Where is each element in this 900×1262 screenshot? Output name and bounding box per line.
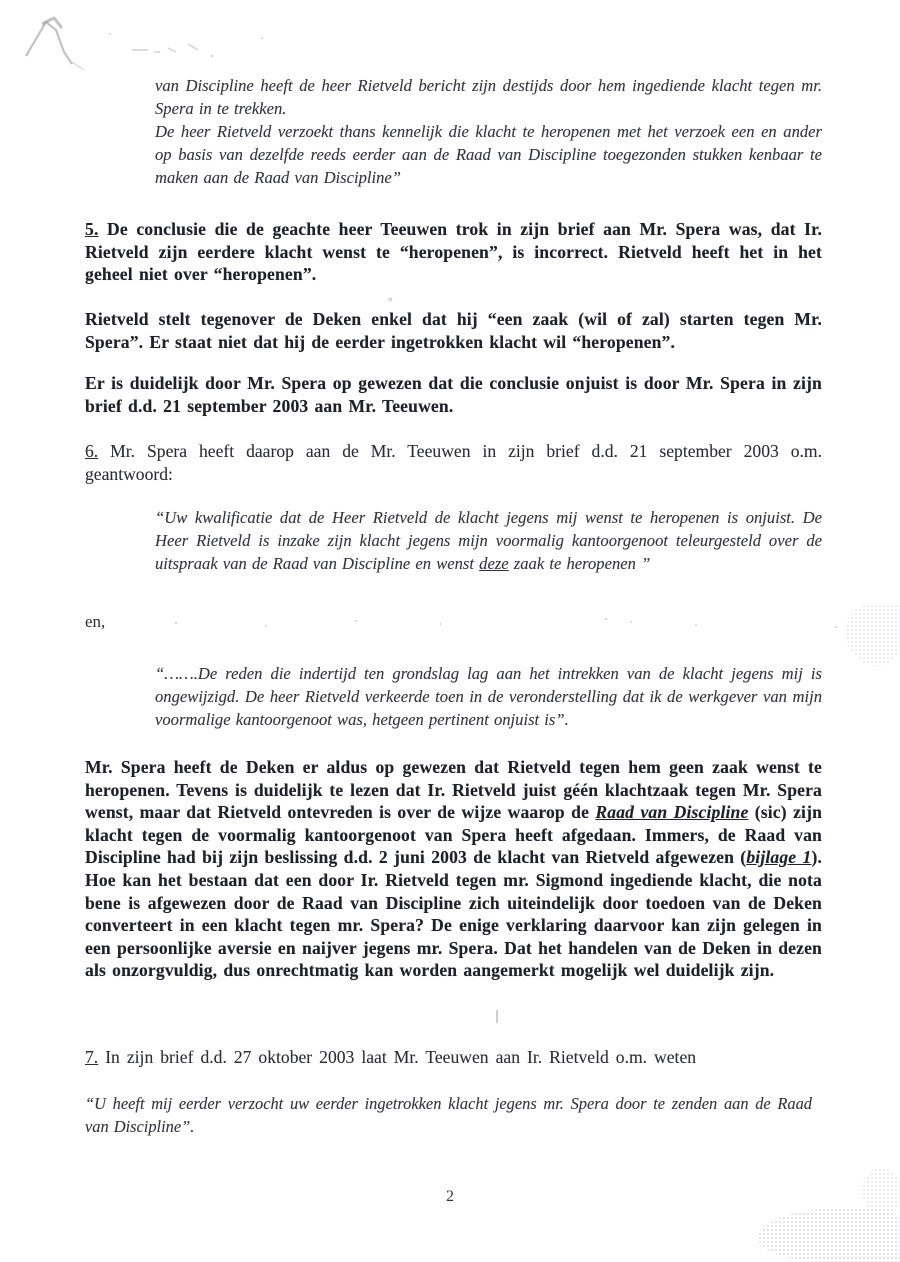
connector-en-text: en, — [85, 612, 106, 631]
scan-smudge-top-left — [12, 4, 332, 84]
analysis-text-3: ). Hoe kan het bestaan dat een door Ir. Rietveld tegen mr. Sigmond ingediende klacht, die nota bene is afgewezen door de Raad van Discipline zich uiteindelijk door toedoen van de Deken converteert in een klacht tegen mr. Spera? De enige verklaring daarvoor kan zijn gelegen in een persoonlijke aversie en naijver jegens mr. Spera. Dat het handelen van de Deken in dezen als onzorgvuldig, dus onrechtmatig kan worden aangemerkt mogelijk wel duidelijk zijn. — [85, 847, 822, 981]
connector-en — [85, 612, 205, 632]
paragraph-er-text: Er is duidelijk door Mr. Spera op gewezen dat die conclusie onjuist is door Mr. Spera in zijn brief d.d. 21 september 2003 aan Mr. Teeuwen. — [85, 373, 822, 416]
page-number — [0, 1188, 900, 1206]
paragraph-6 — [85, 440, 822, 485]
paragraph-rietveld-text: Rietveld stelt tegenover de Deken enkel dat hij “een zaak (wil of zal) starten tegen Mr. Spera”. Er staat niet dat hij de eerder ingetrokken klacht wil “heropenen”. — [85, 309, 822, 352]
scan-noise-bottom-right — [758, 1208, 900, 1262]
analysis-text-1: Mr. Spera heeft de Deken er aldus op gewezen dat Rietveld tegen hem geen zaak wenst te heropenen. Tevens is duidelijk te lezen dat Ir. Rietveld juist géén klachtzaak tegen Mr. Spera wenst, maar dat Rietveld ontevreden is over de wijze waarop de — [85, 757, 822, 823]
paragraph-5 — [85, 218, 822, 286]
quote-block-letter-1 — [155, 74, 822, 189]
quote-2-text-2: zaak te heropenen ” — [508, 554, 651, 573]
analysis-underlined-raad-van-discipline: Raad van Discipline — [595, 802, 749, 823]
quote-2-text-1: “Uw kwalificatie dat de Heer Rietveld de klacht jegens mij wenst te heropenen is onjuist. De Heer Rietveld is inzake zijn klacht jegens mijn voormalig kantoorgenoot teleurgesteld over de uitspraak van de Raad van Discipline en wenst — [155, 508, 822, 573]
quote-block-letter-4 — [85, 1092, 812, 1138]
quote-3-text: “…….De reden die indertijd ten grondslag lag aan het intrekken van de klacht jegens mij is ongewijzigd. De heer Rietveld verkeerde toen in de veronderstelling dat ik de werkgever van mijn voormalige kantoorgenoot was, hetgeen pertinent onjuist is”. — [155, 664, 822, 729]
quote-block-letter-3 — [155, 662, 822, 731]
paragraph-7 — [85, 1046, 822, 1069]
paragraph-5-text: De conclusie die de geachte heer Teeuwen trok in zijn brief aan Mr. Spera was, dat Ir. Rietveld zijn eerdere klacht wenst te “heropenen”, is incorrect. Rietveld heeft het in het geheel niet over “heropenen”. — [85, 219, 822, 285]
analysis-text-2: (sic) zijn klacht tegen de voormalig kantoorgenoot van Spera heeft afgedaan. Immers, de Raad van Discipline had bij zijn beslissing d.d. 2 juni 2003 de klacht van Rietveld afgewezen ( — [85, 802, 823, 868]
scan-mark-asterisk: ⁎ — [388, 293, 393, 303]
paragraph-7-number: 7. — [85, 1047, 99, 1067]
quote-1-text-2: De heer Rietveld verzoekt thans kennelijk die klacht te heropenen met het verzoek een en ander op basis van dezelfde reeds eerder aan de Raad van Discipline toegezonden stukken kenbaar te maken aan de Raad van Discipline” — [155, 122, 822, 187]
paragraph-er-is-duidelijk — [85, 372, 822, 417]
quote-block-letter-2 — [155, 506, 822, 575]
analysis-underlined-bijlage-1: bijlage 1 — [746, 847, 812, 868]
paragraph-analysis — [85, 756, 822, 982]
quote-2-underlined-deze: deze — [479, 554, 509, 573]
paragraph-rietveld-stelt — [85, 308, 822, 353]
quote-1-text-1: van Discipline heeft de heer Rietveld bericht zijn destijds door hem ingediende klacht tegen mr. Spera in te trekken. — [155, 76, 822, 118]
scan-mark-tick — [496, 1010, 498, 1023]
paragraph-5-number: 5. — [85, 219, 99, 239]
paragraph-6-number: 6. — [85, 441, 99, 461]
scan-noise-right — [846, 604, 900, 666]
quote-4-text: “U heeft mij eerder verzocht uw eerder ingetrokken klacht jegens mr. Spera door te zenden aan de Raad van Discipline”. — [85, 1094, 812, 1136]
quote-1-paragraph-1 — [155, 74, 822, 189]
paragraph-7-text: In zijn brief d.d. 27 oktober 2003 laat Mr. Teeuwen aan Ir. Rietveld o.m. weten — [98, 1047, 697, 1067]
page-number-text: 2 — [446, 1188, 454, 1205]
paragraph-6-text: Mr. Spera heeft daarop aan de Mr. Teeuwen in zijn brief d.d. 21 september 2003 o.m. geantwoord: — [85, 441, 822, 484]
